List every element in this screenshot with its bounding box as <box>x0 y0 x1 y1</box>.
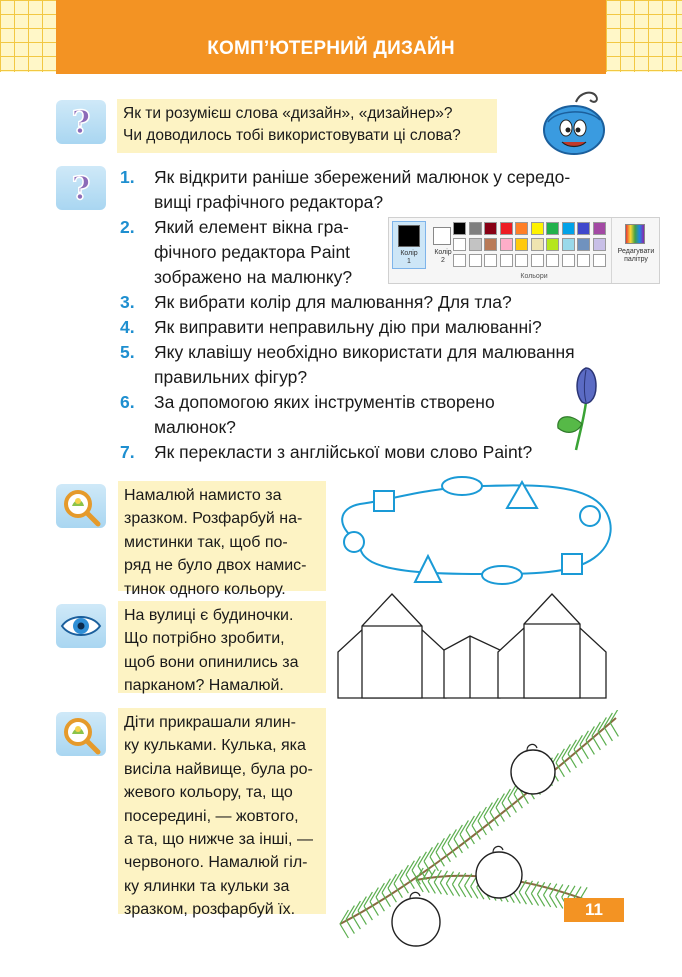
palette-swatch[interactable] <box>577 222 590 235</box>
edit-palette-label: палітру <box>624 256 648 263</box>
mouse-mascot-icon <box>536 88 614 160</box>
eye-icon <box>56 604 106 648</box>
fir-needle <box>610 722 618 736</box>
question-icon <box>56 100 106 144</box>
intro-box <box>117 99 497 153</box>
bead-circle <box>344 532 364 552</box>
flower-drawing <box>550 362 610 454</box>
question-number: 4. <box>120 317 135 337</box>
task2-line: На вулиці є будиночки. <box>124 607 294 624</box>
palette-swatch[interactable] <box>515 254 528 267</box>
palette-swatch[interactable] <box>593 238 606 251</box>
question-text-line: За допомогою яких інструментів створено <box>154 392 495 412</box>
palette-swatch[interactable] <box>546 222 559 235</box>
question-text-line: Як перекласти з англійської мови слово Paint? <box>154 442 533 462</box>
palette-swatch[interactable] <box>469 254 482 267</box>
question-item <box>120 215 388 290</box>
page-title: КОМП’ЮТЕРНИЙ ДИЗАЙН <box>207 38 455 59</box>
task2-line: парканом? Намалюй. <box>124 677 284 695</box>
palette-swatch[interactable] <box>531 238 544 251</box>
palette-swatch[interactable] <box>469 222 482 235</box>
color2-label: Колір <box>434 249 452 256</box>
palette-swatch[interactable] <box>484 254 497 267</box>
fir-needle <box>428 869 435 881</box>
task2-line: Що потрібно зробити, <box>124 630 285 648</box>
svg-text:?: ? <box>71 169 91 207</box>
task3-line: жевого кольору, та, що <box>124 784 293 802</box>
fir-needle <box>484 817 492 831</box>
fir-needle <box>490 812 498 826</box>
color-palette <box>453 222 613 274</box>
task3-line: червоного. Намалюй гіл- <box>124 854 308 872</box>
question-item <box>120 315 610 340</box>
question-text-line: Як вибрати колір для малювання? Для тла? <box>154 292 512 312</box>
house-right <box>524 594 580 698</box>
question-number: 6. <box>120 392 135 412</box>
corner-grid-right <box>606 0 682 72</box>
question-number: 5. <box>120 342 135 362</box>
house-fence-mid <box>444 636 500 698</box>
fir-needle <box>452 872 459 884</box>
task3-line: ку ялинки та кульки за <box>124 877 290 895</box>
house-left <box>362 594 422 698</box>
fir-needle <box>418 866 426 880</box>
palette-swatch[interactable] <box>453 254 466 267</box>
fir-needle <box>537 882 544 894</box>
question-item <box>120 390 544 440</box>
bead-oval <box>442 477 482 495</box>
bead-square <box>374 491 394 511</box>
task3-line: зразком, розфарбуй їх. <box>124 901 296 919</box>
palette-swatch[interactable] <box>484 238 497 251</box>
task1-line: ряд не було двох намис- <box>124 557 307 575</box>
svg-text:?: ? <box>71 103 91 141</box>
palette-swatch[interactable] <box>500 238 513 251</box>
fir-needle <box>472 825 480 839</box>
palette-swatch[interactable] <box>484 222 497 235</box>
fir-needle <box>508 799 516 813</box>
question-text-line: Який елемент вікна гра- <box>154 217 349 237</box>
fir-needle <box>496 808 504 822</box>
question-text-line: малюнок? <box>154 417 236 437</box>
question-number: 1. <box>120 167 135 187</box>
palette-swatch[interactable] <box>515 222 528 235</box>
fir-needle <box>580 745 588 759</box>
task1-line: тинок одного кольору. <box>124 580 286 598</box>
question-text-line: Яку клавішу необхідно використати для малювання <box>154 342 575 362</box>
question-item <box>120 340 610 390</box>
question-text-line: фічного редактора Paint <box>154 242 351 262</box>
fir-needle <box>598 731 606 745</box>
page-number: 11 <box>564 898 624 922</box>
palette-swatch[interactable] <box>562 222 575 235</box>
fir-needle <box>412 870 420 884</box>
fir-needle <box>446 872 453 884</box>
question-text-line: Як відкрити раніше збережений малюнок у середо- <box>154 167 571 187</box>
color1-button[interactable] <box>392 221 426 269</box>
houses-drawing <box>334 588 614 700</box>
task3-line: а та, що нижче за інші, — <box>124 831 313 849</box>
task3-line: Діти прикрашали ялин- <box>124 714 296 731</box>
ornament-bottom <box>392 898 440 946</box>
palette-swatch[interactable] <box>593 254 606 267</box>
ornament-middle <box>476 852 522 898</box>
task3-line: висіла найвище, була ро- <box>124 760 313 778</box>
bead-oval <box>482 566 522 584</box>
edit-palette-icon <box>625 224 645 244</box>
palette-swatch[interactable] <box>453 222 466 235</box>
fir-needle <box>340 924 348 938</box>
palette-swatch[interactable] <box>531 222 544 235</box>
fir-needle <box>592 736 600 750</box>
palette-swatch[interactable] <box>562 254 575 267</box>
palette-swatch[interactable] <box>469 238 482 251</box>
palette-swatch[interactable] <box>562 238 575 251</box>
fir-needle <box>346 920 354 934</box>
fir-needle <box>424 861 432 875</box>
task1-line: мистинки так, щоб по- <box>124 533 288 551</box>
palette-swatch[interactable] <box>531 254 544 267</box>
palette-swatch[interactable] <box>546 238 559 251</box>
bead-square <box>562 554 582 574</box>
panel-divider <box>611 218 612 283</box>
color2-number: 2 <box>441 257 445 264</box>
edit-palette-button[interactable] <box>615 221 657 277</box>
task1-line: Намалюй намисто за <box>124 487 282 504</box>
question-text-line: вищі графічного редактора? <box>154 192 384 212</box>
task2-box <box>118 601 326 693</box>
task3-line: ку кульками. Кулька, яка <box>124 737 306 755</box>
question-text-line: правильних фігур? <box>154 367 308 387</box>
question-text-line: Як виправити неправильну дію при малюванні? <box>154 317 542 337</box>
fir-branch-drawing <box>336 710 626 972</box>
palette-swatch[interactable] <box>515 238 528 251</box>
question-item <box>120 440 610 465</box>
questions-list <box>120 165 610 465</box>
task3-line: посередині, — жовтого, <box>124 807 299 825</box>
palette-swatch[interactable] <box>500 222 513 235</box>
color1-swatch <box>398 225 420 247</box>
question-number: 2. <box>120 217 135 237</box>
question-icon <box>56 166 106 210</box>
task1-box <box>118 481 326 598</box>
task2-line: щоб вони опинились за <box>124 653 299 671</box>
fir-needle <box>352 915 360 929</box>
task3-box <box>118 708 326 919</box>
palette-swatch[interactable] <box>593 222 606 235</box>
fir-needle <box>502 803 510 817</box>
intro-line-1: Як ти розумієш слова «дизайн», «дизайнер»? <box>123 105 453 122</box>
palette-swatch[interactable] <box>546 254 559 267</box>
palette-swatch[interactable] <box>577 254 590 267</box>
intro-line-2: Чи доводилось тобі використовувати ці слова? <box>123 127 461 144</box>
question-item <box>120 290 610 315</box>
colors-group-label: Кольори <box>520 273 548 280</box>
color2-swatch <box>433 227 451 245</box>
edit-palette-label: Редагувати <box>617 248 655 255</box>
palette-swatch[interactable] <box>500 254 513 267</box>
question-number: 7. <box>120 442 135 462</box>
fir-needle <box>406 875 414 889</box>
magnifier-icon <box>56 712 106 756</box>
palette-swatch[interactable] <box>577 238 590 251</box>
necklace-drawing <box>332 474 622 590</box>
bead-triangle <box>415 556 441 582</box>
fir-needle <box>604 727 612 741</box>
question-number: 3. <box>120 292 135 312</box>
bead-circle <box>580 506 600 526</box>
task1-line: зразком. Розфарбуй на- <box>124 510 303 528</box>
fir-needle <box>400 879 408 893</box>
color1-label: Колір <box>400 250 418 257</box>
question-item <box>120 165 610 215</box>
magnifier-icon <box>56 484 106 528</box>
fir-needle <box>586 740 594 754</box>
fir-needle <box>478 821 486 835</box>
header-banner <box>56 0 606 74</box>
ornament-top <box>511 750 555 794</box>
corner-grid-left <box>0 0 56 72</box>
color1-number: 1 <box>407 258 411 265</box>
paint-colors-panel <box>388 217 660 284</box>
question-text-line: зображено на малюнку? <box>154 267 353 287</box>
palette-swatch[interactable] <box>453 238 466 251</box>
